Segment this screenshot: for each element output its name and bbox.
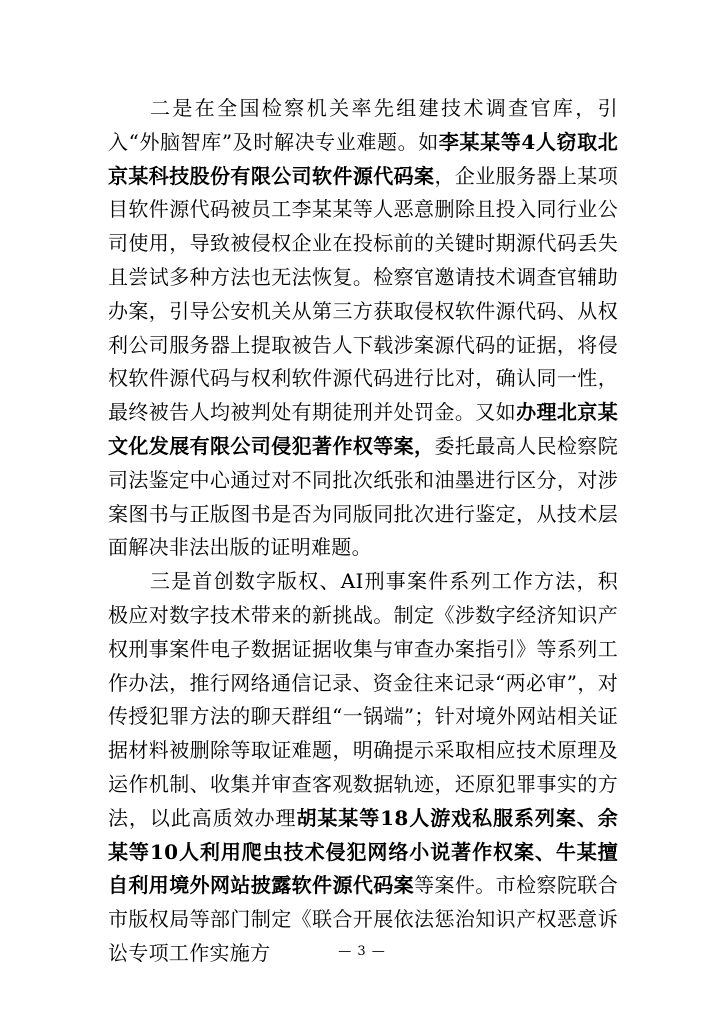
case-name-bold: 胡某某等18人游戏私服系列案、余某等10人利用爬虫技术侵犯网络小说著作权案、牛某擅自利用境外网站披露软件源代码案 [108, 805, 618, 898]
case-name-bold: 李某某等4人窃取北京某科技股份有限公司软件源代码案 [108, 129, 618, 188]
paragraph-tech-investigators [108, 92, 618, 565]
paragraph-digital-copyright [108, 565, 618, 971]
paragraph-text: ，企业服务器上某项目软件源代码被员工李某某等人恶意删除且投入同行业公司使用，导致被侵权企业在投标前的关键时期源代码丢失且尝试多种方法也无法恢复。检察官邀请技术调查官辅助办案，引导公安机关从第三方获取侵权软件源代码、从权利公司服务器上提取被告人下载涉案源代码的证据，将侵权软件源代码与权利软件源代码进行比对，确认同一性，最终被告人均被判处有期徒刑并处罚金。又如 [108, 163, 618, 425]
paragraph-text: 委托最高人民检察院司法鉴定中心通过对不同批次纸张和油墨进行区分，对涉案图书与正版图书是否为同版同批次进行鉴定，从技术层面解决非法出版的证明难题。 [108, 433, 618, 560]
paragraph-text: 二是在全国检察机关率先组建技术调查官库，引入“外脑智库”及时解决专业难题。如 [108, 96, 618, 154]
document-body [108, 92, 618, 971]
paragraph-text: 三是首创数字版权、AI刑事案件系列工作方法，积极应对数字技术带来的新挑战。制定《涉数字经济知识产权刑事案件电子数据证据收集与审查办案指引》等系列工作办法，推行网络通信记录、资金往来记录“两必审”，对传授犯罪方法的聊天群组“一锅端”；针对境外网站相关证据材料被删除等取证难题，明确提示采取相应技术原理及运作机制、收集并审查客观数据轨迹，还原犯罪事实的方法，以此高质效办理 [108, 569, 618, 830]
paragraph-text: 等案件。市检察院联合市版权局等部门制定《联合开展依法惩治知识产权恶意诉讼专项工作实施方 [108, 873, 618, 965]
page-number: — 3 — [338, 944, 386, 959]
case-name-bold: 办理北京某文化发展有限公司侵犯著作权等案， [108, 400, 619, 458]
